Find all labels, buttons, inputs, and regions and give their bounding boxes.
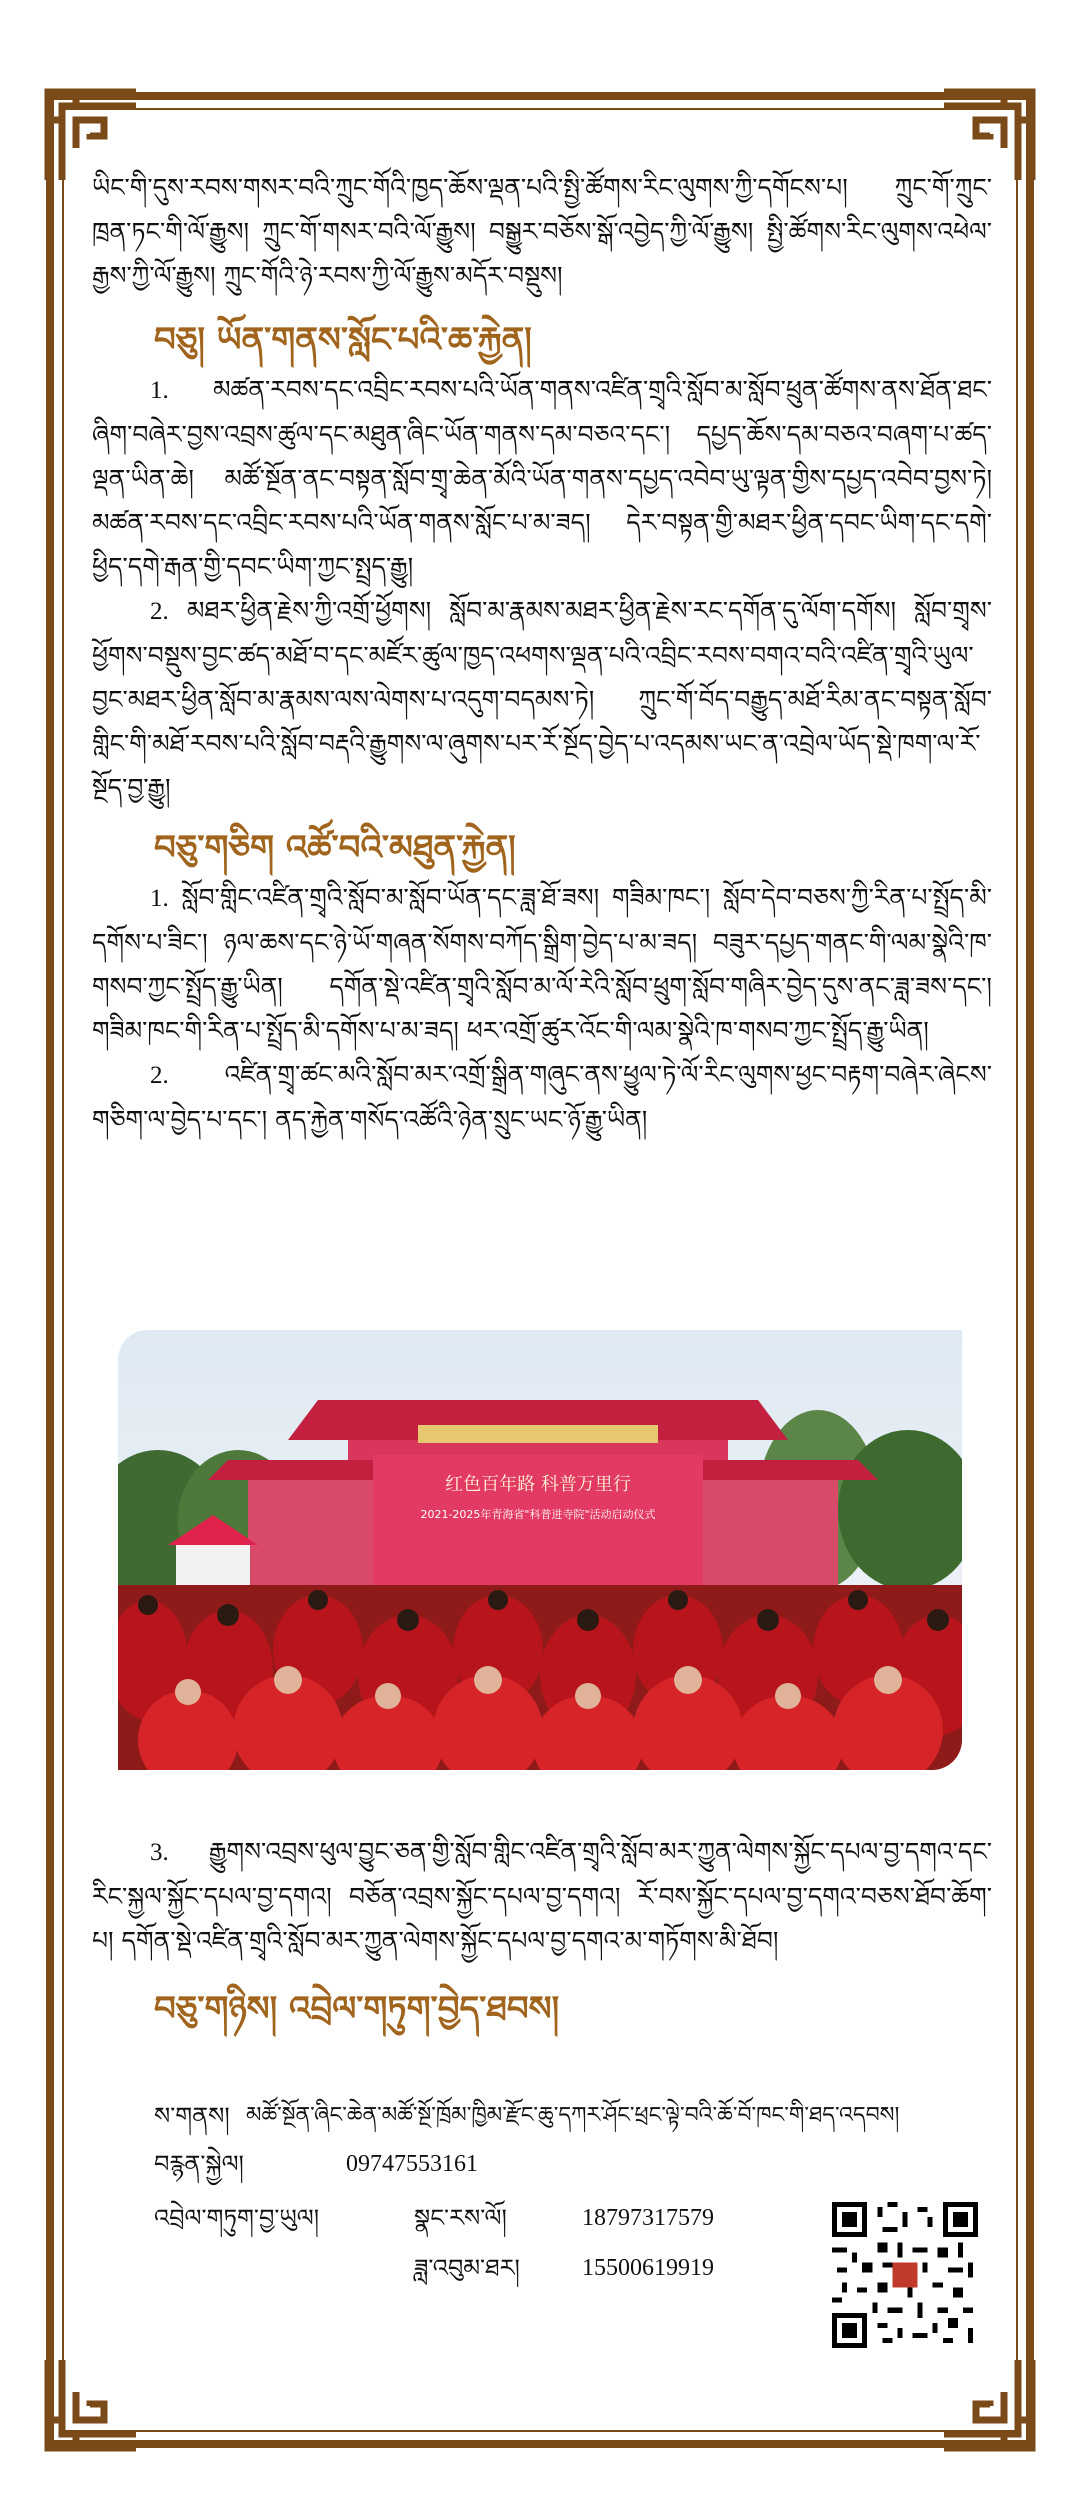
contact-person-2-name: ཟླ་འབུམ་ཐར།	[414, 2254, 520, 2282]
item-text: རྒྱུགས་འབྲས་ཕུལ་བྱུང་ཅན་གྱི་སློབ་གླིང་འཛིན་གྲྭའི་སློབ་མར་ཀྱུན་ལེགས་སྐྱོང་དཔལ་བྱ་དགའ་དང་རིང་སྐྱལ་སྐྱོང་དཔལ་བྱ་དགའ། བཅོན་འབྲས་སྐྱོང་དཔལ་བྱ་དགའ། རོ་བས་སྐྱོང་དཔལ་བྱ་དགའ་བཅས་ཐོབ་ཆོག་པ། དགོན་སྡེ་འཛིན་གྲྭའི་སློབ་མར་ཀྱུན་ལེགས་སྐྱོང་དཔལ་བྱ་དགའ་མ་གཏོགས་མི་ཐོབ།	[92, 1837, 992, 1955]
corner-ornament-bottom-left	[44, 2356, 140, 2452]
section-heading-11: བཅུ་གཅིག འཚོ་བའི་མཐུན་རྐྱེན།	[154, 828, 516, 868]
address-label: ས་གནས།	[154, 2102, 230, 2130]
corner-ornament-bottom-right	[940, 2356, 1036, 2452]
contact-person-2-phone[interactable]: 15500619919	[582, 2255, 714, 2281]
section-heading-10: བཅུ། ཡོན་གནས་སློང་པའི་ཆ་རྐྱེན།	[154, 320, 532, 360]
section-11-item-3	[92, 1830, 992, 1963]
item-number: 1.	[150, 377, 169, 404]
item-number: 2.	[150, 1062, 169, 1089]
section-11-item-2	[92, 1053, 992, 1142]
document-body	[92, 166, 992, 1142]
item-text: སློབ་གླིང་འཛིན་གྲྭའི་སློབ་མ་སློབ་ཡོན་དང་ཟླ་ཐོ་ཟས། གཟིམ་ཁང་། སློབ་དེབ་བཅས་ཀྱི་རིན་པ་སྤྲོད་མི་དགོས་པ་ཟིང་། ཉལ་ཆས་དང་ཉེ་ཡོ་གཞན་སོགས་བཀོད་སྒྲིག་བྱེད་པ་མ་ཟད། བཟུར་དཔྱད་གནང་གི་ལམ་སྣེའི་ཁ་གསབ་ཀྱང་སྤྲོད་རྒྱུ་ཡིན། དགོན་སྡེ་འཛིན་གྲྭའི་སློབ་མ་ལོ་རེའི་སློབ་ཕྲུག་སློབ་གཞིར་བྱེད་དུས་ནང་ཟླ་ཟས་དང་། གཟིམ་ཁང་གི་རིན་པ་སྤྲོད་མི་དགོས་པ་མ་ཟད། ཕར་འགྲོ་ཚུར་འོང་གི་ལམ་སྣེའི་ཁ་གསབ་ཀྱང་སྤྲོད་རྒྱུ་ཡིན།	[92, 883, 992, 1045]
banner-title: 红色百年路 科普万里行	[445, 1474, 631, 1495]
qr-code-icon[interactable]	[832, 2202, 978, 2348]
section-11-item-1	[92, 876, 992, 1053]
document-body-lower	[92, 1830, 992, 2037]
address-value: མཚོ་སྔོན་ཞིང་ཆེན་མཚོ་སྔོ་ཁྲོམ་ཁྱིམ་རྫོང་ཆུ་དཀར་ཤོང་ཕྲང་ལྟེ་བའི་ཆོ་བོ་ཁང་གི་ཐད་འདབས།	[246, 2103, 900, 2128]
item-text: འཛིན་གྲྭ་ཚང་མའི་སློབ་མར་འགྲོ་སྒྲིན་གཞུང་ནས་ཕྱུལ་ཏེ་ལོ་རིང་ལུགས་ཕྱང་བརྟག་བཞེར་ཞེངས་གཅིག་ལ་བྱེད་པ་དང་། ནད་རྐྱེན་གསོད་འཚོའི་ཉེན་སྲུང་ཡང་ཉོ་རྒྱུ་ཡིན།	[92, 1060, 992, 1134]
telephone-value[interactable]: 09747553161	[346, 2151, 478, 2177]
intro-paragraph: ཡིང་གི་དུས་རབས་གསར་བའི་ཀྲུང་གོའི་ཁྱད་ཆོས་ལྡན་པའི་སྤྱི་ཚོགས་རིང་ལུགས་ཀྱི་དགོངས་པ། ཀྲུང་གོ་ཀྲུང་ཁྲན་ཏང་གི་ལོ་རྒྱུས། ཀྲུང་གོ་གསར་བའི་ལོ་རྒྱུས། བསྒྱུར་བཅོས་སྒོ་འབྱེད་ཀྱི་ལོ་རྒྱུས། སྤྱི་ཚོགས་རིང་ལུགས་འཕེལ་རྒྱས་ཀྱི་ལོ་རྒྱུས། ཀྲུང་གོའི་ཉེ་རབས་ཀྱི་ལོ་རྒྱུས་མདོར་བསྡུས།	[92, 173, 992, 290]
contact-person-1-name: སྣང་རས་ལོ།	[414, 2204, 507, 2232]
event-photo	[118, 1330, 962, 1770]
contact-person-1-phone[interactable]: 18797317579	[582, 2205, 714, 2231]
telephone-label: བརྙན་སྐྱེལ།	[154, 2150, 244, 2178]
section-heading-12: བཅུ་གཉིས། འབྲེལ་གཏུག་བྱེད་ཐབས།	[154, 1989, 560, 2029]
item-number: 1.	[150, 885, 169, 912]
contact-label: འབྲེལ་གཏུག་བྱ་ཡུལ།	[154, 2204, 320, 2232]
banner-subtitle: 2021-2025年青海省"科普进寺院"活动启动仪式	[420, 1508, 656, 1521]
item-text: མཐར་ཕྱིན་རྗེས་ཀྱི་འགྲོ་ཕྱོགས། སློབ་མ་རྣམས་མཐར་ཕྱིན་རྗེས་རང་དགོན་དུ་ལོག་དགོས། སློབ་གྲྭས་ཕྱོགས་བསྡུས་བྱང་ཚད་མཐོ་བ་དང་མཛོར་ཚུལ་ཁྱད་འཕགས་ལྡན་པའི་འབྲིང་རབས་བགའ་བའི་འཛིན་གྲྭའི་ཡུལ་བྱང་མཐར་ཕྱིན་སློབ་མ་རྣམས་ལས་ལེགས་པ་འདུག་བདམས་ཏེ། ཀྲུང་གོ་བོད་བརྒྱུད་མཐོ་རིམ་ནང་བསྟན་སློབ་གླིང་གི་མཐོ་རབས་པའི་སློབ་བརྡའི་རྒྱུགས་ལ་ཞུགས་པར་རོ་སྔོད་བྱེད་པ་འདམས་ཡང་ན་འབྲེལ་ཡོད་སྡེ་ཁག་ལ་རོ་སྔོད་བྱ་རྒྱུ།	[92, 596, 992, 802]
item-number: 3.	[150, 1839, 169, 1866]
item-number: 2.	[150, 598, 169, 625]
section-10-item-1	[92, 368, 992, 589]
section-10-item-2	[92, 589, 992, 810]
item-text: མཚན་རབས་དང་འབྲིང་རབས་པའི་ཡོན་གནས་འཛིན་གྲྭའི་སློབ་མ་སློབ་ཕྲུན་ཚོགས་ནས་ཐོན་ཐང་ཞིག་བཞེར་བྱས་འབྲས་ཚུལ་དང་མཐུན་ཞིང་ཡོན་གནས་དམ་བཅའ་དང་། དཔྱད་ཆོས་དམ་བཅའ་བཞག་པ་ཚད་ལྡན་ཡིན་ཆེ། མཚོ་སྔོན་ནང་བསྟན་སློབ་གྲྭ་ཆེན་མོའི་ཡོན་གནས་དཔྱད་འབེབ་ཡུ་ལྟན་གྱིས་དཔྱད་འབེབ་བྱས་ཏེ། མཚན་རབས་དང་འབྲིང་རབས་པའི་ཡོན་གནས་སློང་པ་མ་ཟད། དེར་བསྟན་གྱི་མཐར་ཕྱིན་དབང་ཡིག་དང་དགེ་ཕྱིད་དགེ་རྒན་གྱི་དབང་ཡིག་ཀྱང་སྤྲད་རྒྱུ།	[92, 375, 992, 581]
